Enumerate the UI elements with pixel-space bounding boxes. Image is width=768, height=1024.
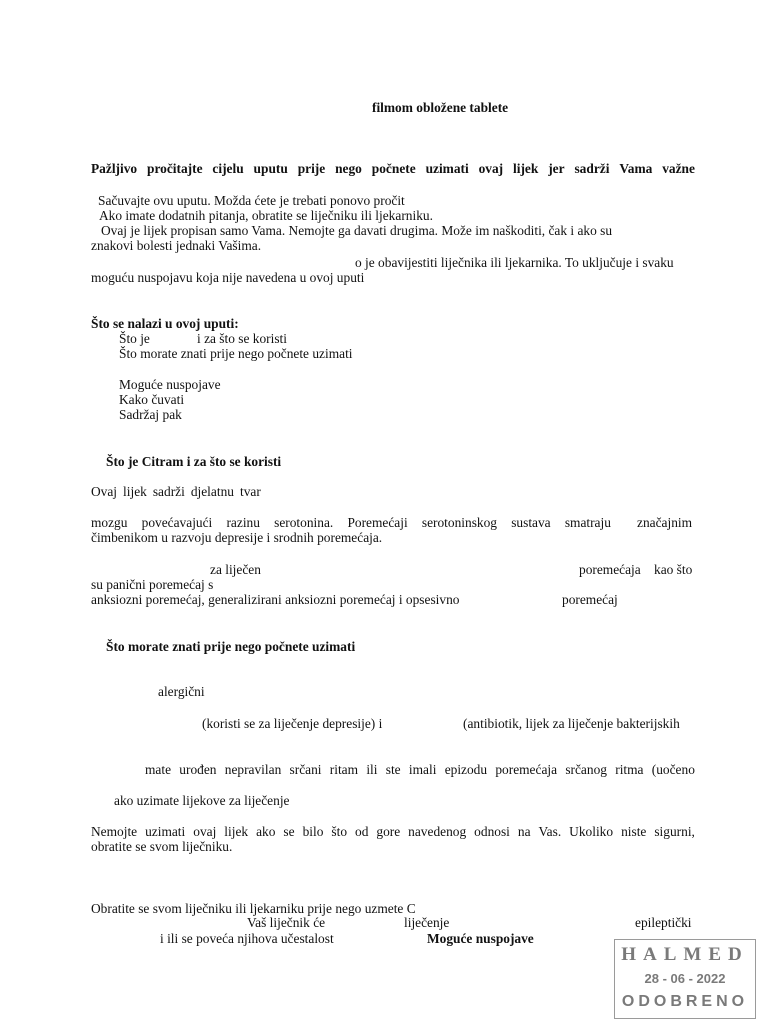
section-1-paragraph-1-word: Ovaj <box>91 484 118 499</box>
do-not-take-word: ovaj <box>193 824 217 839</box>
warning-heading-word: počnete <box>371 161 416 176</box>
bullet-prescribed-line-2: znakovi bolesti jednaki Vašima. <box>91 238 262 253</box>
do-not-take-word: odnosi <box>474 824 510 839</box>
approval-stamp <box>614 939 756 1019</box>
heart-rhythm-word: ste <box>385 762 401 777</box>
section-1-paragraph-2-word: serotonina. <box>274 515 334 530</box>
warning-heading-word: prije <box>297 161 326 176</box>
warning-heading-word: uzimati <box>425 161 469 176</box>
heart-rhythm-word: ritam <box>329 762 359 777</box>
heart-rhythm-word: ili <box>366 762 378 777</box>
do-not-take-word: niste <box>621 824 647 839</box>
warning-heading-word: nego <box>335 161 362 176</box>
section-2-heading: Što morate znati prije nego počnete uzimati <box>106 639 356 654</box>
toc-item-1b: i za što se koristi <box>197 331 288 346</box>
do-not-take-word: Vas. <box>538 824 562 839</box>
depression-line-b: (antibiotik, lijek za liječenje bakterijskih <box>463 716 680 731</box>
do-not-take-word: navedenog <box>408 824 467 839</box>
section-1-paragraph-2-word: mozgu <box>91 515 128 530</box>
warning-heading-word: pročitajte <box>147 161 203 176</box>
section-1-paragraph-3-line-2: su panični poremećaj s <box>91 577 214 592</box>
do-not-take-word: Nemojte <box>91 824 138 839</box>
allergic-text: alergični <box>158 684 205 699</box>
section-1-paragraph-3-b: poremećaja <box>579 562 641 577</box>
bullet-side-effects-line-1: o je obavijestiti liječnika ili ljekarnika. To uključuje i svaku <box>355 255 674 270</box>
stamp-agency: HALMED <box>621 944 749 965</box>
section-1-paragraph-2-word: smatraju <box>564 515 611 530</box>
section-1-paragraph-1-word: sadrži <box>152 484 185 499</box>
stamp-status: ODOBRENO <box>621 993 749 1010</box>
do-not-take-line-2: obratite se svom liječniku. <box>91 839 233 854</box>
doctor-line-a: Vaš liječnik će <box>247 915 326 930</box>
heart-rhythm-word: poremećaja <box>495 762 558 777</box>
consult-line: Obratite se svom liječniku ili ljekarniku prije nego uzmete C <box>91 901 416 916</box>
heart-rhythm-word: urođen <box>179 762 217 777</box>
doctor-line-b: liječenje <box>404 915 450 930</box>
section-1-paragraph-3-line-3b: poremećaj <box>562 592 618 607</box>
medicines-line: ako uzimate lijekove za liječenje <box>114 793 290 808</box>
heart-rhythm-word: srčani <box>289 762 322 777</box>
section-1-paragraph-1-word: djelatnu <box>190 484 234 499</box>
heart-rhythm-word: nepravilan <box>224 762 282 777</box>
do-not-take-word: bilo <box>302 824 324 839</box>
section-1-paragraph-1 <box>91 484 261 499</box>
do-not-take-word: se <box>283 824 295 839</box>
section-1-paragraph-2-word: razinu <box>226 515 260 530</box>
frequency-line: i ili se poveća njihova učestalost <box>160 931 334 946</box>
section-1-paragraph-2-line-2: čimbenikom u razvoju depresije i srodnih poremećaja. <box>91 530 383 545</box>
section-1-paragraph-1-word: tvar <box>239 484 261 499</box>
do-not-take-word: uzimati <box>145 824 186 839</box>
doctor-line-c: epileptički <box>635 915 692 930</box>
warning-heading <box>91 161 695 176</box>
do-not-take-word: sigurni, <box>654 824 695 839</box>
toc-item-2: Što morate znati prije nego počnete uzimati <box>119 346 353 361</box>
bullet-prescribed-line-1: Ovaj je lijek propisan samo Vama. Nemojte ga davati drugima. Može im naškoditi, čak i ako su <box>101 223 613 238</box>
toc-heading: Što se nalazi u ovoj uputi: <box>91 316 239 331</box>
heart-rhythm-word: epizodu <box>444 762 488 777</box>
heart-rhythm-word: srčanog <box>565 762 607 777</box>
warning-heading-word: Vama <box>619 161 653 176</box>
warning-heading-word: ovaj <box>478 161 504 176</box>
section-1-paragraph-2-line-1 <box>91 515 611 530</box>
section-1-heading: Što je Citram i za što se koristi <box>106 454 282 469</box>
toc-item-1a: Što je <box>119 331 150 346</box>
do-not-take-word: na <box>517 824 531 839</box>
stamp-date: 28 - 06 - 2022 <box>644 971 726 986</box>
document-title: filmom obložene tablete <box>372 100 509 115</box>
bullet-side-effects-line-2: moguću nuspojavu koja nije navedena u ovoj uputi <box>91 270 365 285</box>
warning-heading-word: lijek <box>513 161 539 176</box>
heart-rhythm-word: (uočeno <box>651 762 695 777</box>
section-1-paragraph-2-word: sustava <box>511 515 551 530</box>
depression-line-a: (koristi se za liječenje depresije) i <box>202 716 383 731</box>
section-1-paragraph-2-line-1-end: značajnim <box>637 515 693 530</box>
toc-item-6: Sadržaj pak <box>119 407 182 422</box>
toc-item-5: Kako čuvati <box>119 392 185 407</box>
warning-heading-word: važne <box>662 161 695 176</box>
section-1-paragraph-3-line-3a: anksiozni poremećaj, generalizirani anksiozni poremećaj i opsesivno <box>91 592 460 607</box>
warning-heading-word: jer <box>548 161 565 176</box>
do-not-take-word: od <box>355 824 369 839</box>
do-not-take-word: ako <box>256 824 276 839</box>
heart-rhythm-word: ritma <box>615 762 644 777</box>
section-1-paragraph-2-word: Poremećaji <box>347 515 408 530</box>
do-not-take-word: Ukoliko <box>569 824 614 839</box>
warning-heading-word: Pažljivo <box>91 161 138 176</box>
section-1-paragraph-3-c: kao što <box>654 562 693 577</box>
section-1-paragraph-2-word: povećavajući <box>141 515 213 530</box>
warning-heading-word: cijelu <box>212 161 244 176</box>
toc-item-4: Moguće nuspojave <box>119 377 221 392</box>
possible-side-effects-label: Moguće nuspojave <box>427 931 534 946</box>
heart-rhythm-word: mate <box>145 762 172 777</box>
warning-heading-word: sadrži <box>574 161 610 176</box>
heart-rhythm-word: imali <box>408 762 437 777</box>
section-1-paragraph-3-a: za liječen <box>210 562 261 577</box>
heart-rhythm-line <box>145 762 695 777</box>
bullet-keep-leaflet: Sačuvajte ovu uputu. Možda ćete je trebati ponovo pročit <box>98 193 405 208</box>
section-1-paragraph-2-word: serotoninskog <box>421 515 498 530</box>
do-not-take-word: gore <box>376 824 401 839</box>
do-not-take-word: lijek <box>224 824 249 839</box>
warning-heading-word: uputu <box>253 161 288 176</box>
do-not-take-word: što <box>331 824 348 839</box>
section-1-paragraph-1-word: lijek <box>123 484 147 499</box>
bullet-further-questions: Ako imate dodatnih pitanja, obratite se liječniku ili ljekarniku. <box>99 208 433 223</box>
do-not-take-line-1 <box>91 824 695 839</box>
